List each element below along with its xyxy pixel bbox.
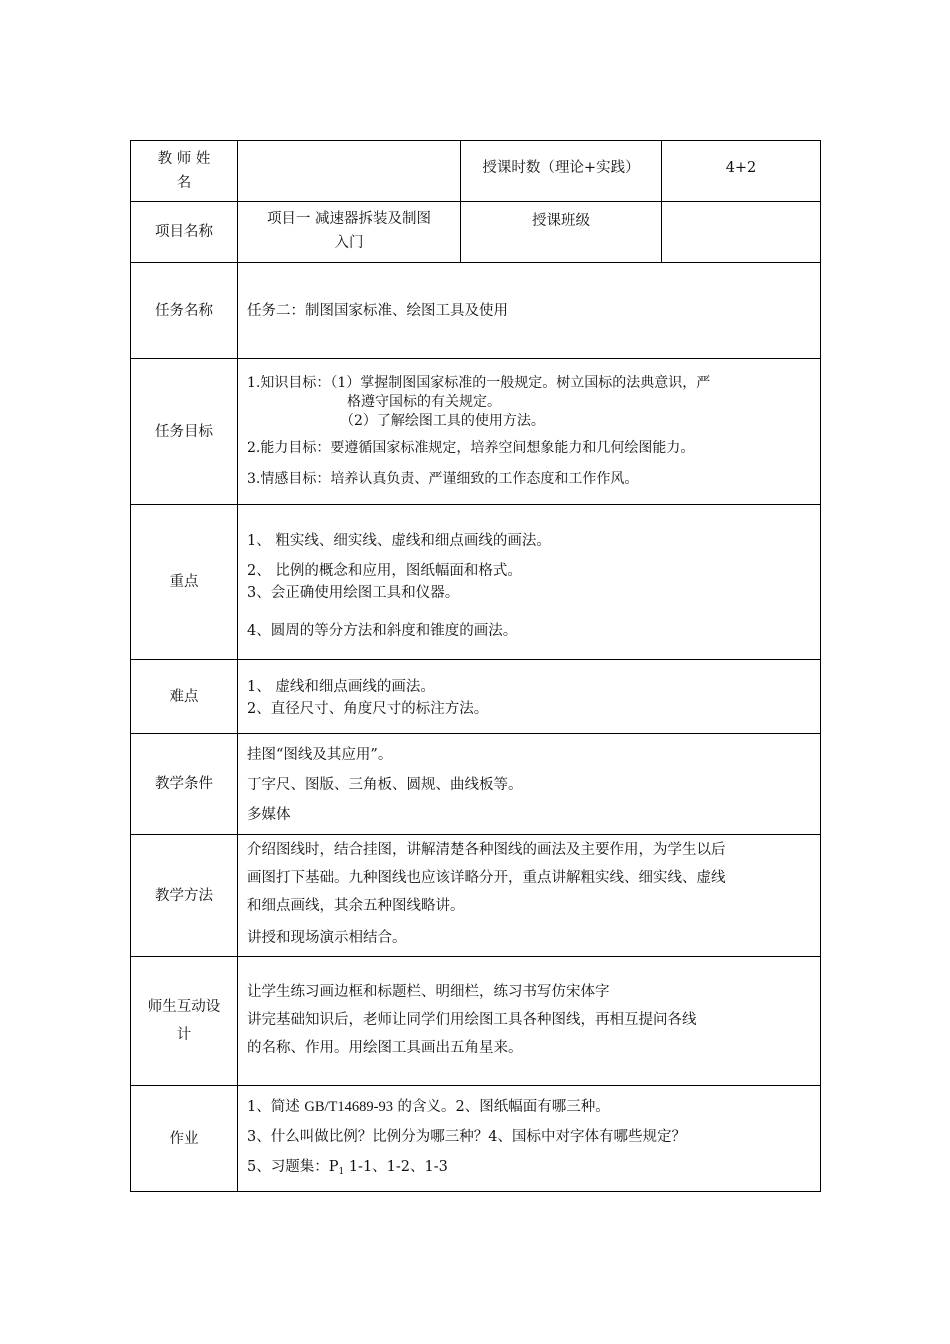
interaction-label-line1: 师生互动设 bbox=[147, 999, 221, 1015]
homework-line-1 bbox=[247, 1092, 812, 1122]
conditions-label: 教学条件 bbox=[131, 734, 238, 835]
teacher-value[interactable] bbox=[238, 141, 461, 202]
row-project bbox=[131, 202, 821, 263]
key-point-item: 3、会正确使用绘图工具和仪器。 bbox=[247, 585, 460, 601]
row-key-points bbox=[131, 505, 821, 660]
methods-label: 教学方法 bbox=[131, 835, 238, 957]
row-task bbox=[131, 263, 821, 359]
interaction-label-cell bbox=[131, 957, 238, 1086]
interaction-label bbox=[148, 993, 221, 1049]
goals-content bbox=[238, 359, 821, 505]
teacher-label bbox=[158, 147, 211, 195]
difficulty-item: 2、直径尺寸、角度尺寸的标注方法。 bbox=[247, 700, 489, 717]
project-value[interactable] bbox=[267, 207, 431, 255]
project-label: 项目名称 bbox=[131, 202, 238, 263]
class-value[interactable] bbox=[662, 202, 821, 263]
homework-line-3 bbox=[247, 1152, 812, 1187]
conditions-content bbox=[238, 734, 821, 835]
difficulty-item: 1、 虚线和细点画线的画法。 bbox=[247, 678, 435, 695]
row-difficulties bbox=[131, 660, 821, 734]
interaction-label-line2: 计 bbox=[176, 1027, 192, 1043]
goal-knowledge-line2: 格遵守国标的有关规定。 bbox=[347, 393, 501, 410]
row-conditions bbox=[131, 734, 821, 835]
homework-subscript: 1 bbox=[338, 1167, 345, 1177]
task-label: 任务名称 bbox=[131, 263, 238, 359]
project-value-line2: 入门 bbox=[334, 235, 364, 251]
goal-emotion: 3.情感目标：培养认真负责、严谨细致的工作态度和工作作风。 bbox=[247, 470, 639, 487]
interaction-content bbox=[238, 957, 821, 1086]
key-point-item: 2、 比例的概念和应用，图纸幅面和格式。 bbox=[247, 563, 522, 579]
key-points-content bbox=[238, 505, 821, 660]
goals-label: 任务目标 bbox=[131, 359, 238, 505]
homework-label: 作业 bbox=[131, 1086, 238, 1192]
row-goals bbox=[131, 359, 821, 505]
method-line: 画图打下基础。九种图线也应该详略分开，重点讲解粗实线、细实线、虚线 bbox=[247, 870, 726, 886]
project-value-cell bbox=[238, 202, 461, 263]
row-interaction bbox=[131, 957, 821, 1086]
interaction-line: 让学生练习画边框和标题栏、明细栏，练习书写仿宋体字 bbox=[247, 984, 610, 1000]
task-value[interactable]: 任务二：制图国家标准、绘图工具及使用 bbox=[238, 263, 821, 359]
project-value-line1: 项目一 减速器拆装及制图 bbox=[266, 211, 432, 227]
row-methods bbox=[131, 835, 821, 957]
condition-item: 多媒体 bbox=[247, 807, 291, 823]
teacher-label-line2: 名 bbox=[176, 175, 192, 191]
goal-knowledge-line1: 1.知识目标：（1）掌握制图国家标准的一般规定。树立国标的法典意识，严 bbox=[247, 374, 711, 391]
homework-content bbox=[238, 1086, 821, 1192]
goal-knowledge-line3: （2）了解绘图工具的使用方法。 bbox=[340, 412, 545, 429]
condition-item: 挂图“图线及其应用”。 bbox=[247, 747, 393, 763]
condition-item: 丁字尺、图版、三角板、圆规、曲线板等。 bbox=[247, 777, 523, 793]
row-teacher bbox=[131, 141, 821, 202]
homework-standard-code: GB/T14689-93 bbox=[304, 1099, 393, 1115]
teacher-label-cell bbox=[131, 141, 238, 202]
goal-ability: 2.能力目标：要遵循国家标准规定，培养空间想象能力和几何绘图能力。 bbox=[247, 439, 695, 456]
interaction-line: 讲完基础知识后，老师让同学们用绘图工具各种图线，再相互提问各线 bbox=[247, 1012, 697, 1028]
key-point-item: 4、圆周的等分方法和斜度和锥度的画法。 bbox=[247, 623, 518, 639]
key-points-label: 重点 bbox=[131, 505, 238, 660]
homework-text: 1-1、1-2、1-3 bbox=[344, 1159, 448, 1175]
teacher-label-line1: 教 师 姓 bbox=[157, 151, 211, 167]
homework-text: 1、简述 bbox=[247, 1099, 305, 1115]
hours-label: 授课时数（理论+实践） bbox=[461, 141, 662, 202]
method-line: 和细点画线，其余五种图线略讲。 bbox=[247, 898, 465, 914]
homework-line-2: 3、什么叫做比例？比例分为哪三种？4、国标中对字体有哪些规定？ bbox=[247, 1129, 686, 1145]
row-homework bbox=[131, 1086, 821, 1192]
key-point-item: 1、 粗实线、细实线、虚线和细点画线的画法。 bbox=[247, 533, 551, 549]
homework-text: 5、习题集：P bbox=[247, 1159, 339, 1175]
lesson-plan-table bbox=[130, 140, 821, 1192]
method-line: 介绍图线时，结合挂图，讲解清楚各种图线的画法及主要作用，为学生以后 bbox=[247, 842, 726, 858]
difficulties-label: 难点 bbox=[131, 660, 238, 734]
interaction-line: 的名称、作用。用绘图工具画出五角星来。 bbox=[247, 1040, 523, 1056]
method-line: 讲授和现场演示相结合。 bbox=[247, 930, 407, 946]
homework-text: 的含义。2、图纸幅面有哪三种。 bbox=[392, 1099, 610, 1115]
hours-value[interactable]: 4+2 bbox=[662, 141, 821, 202]
class-label: 授课班级 bbox=[461, 202, 662, 263]
difficulties-content bbox=[238, 660, 821, 734]
methods-content bbox=[238, 835, 821, 957]
